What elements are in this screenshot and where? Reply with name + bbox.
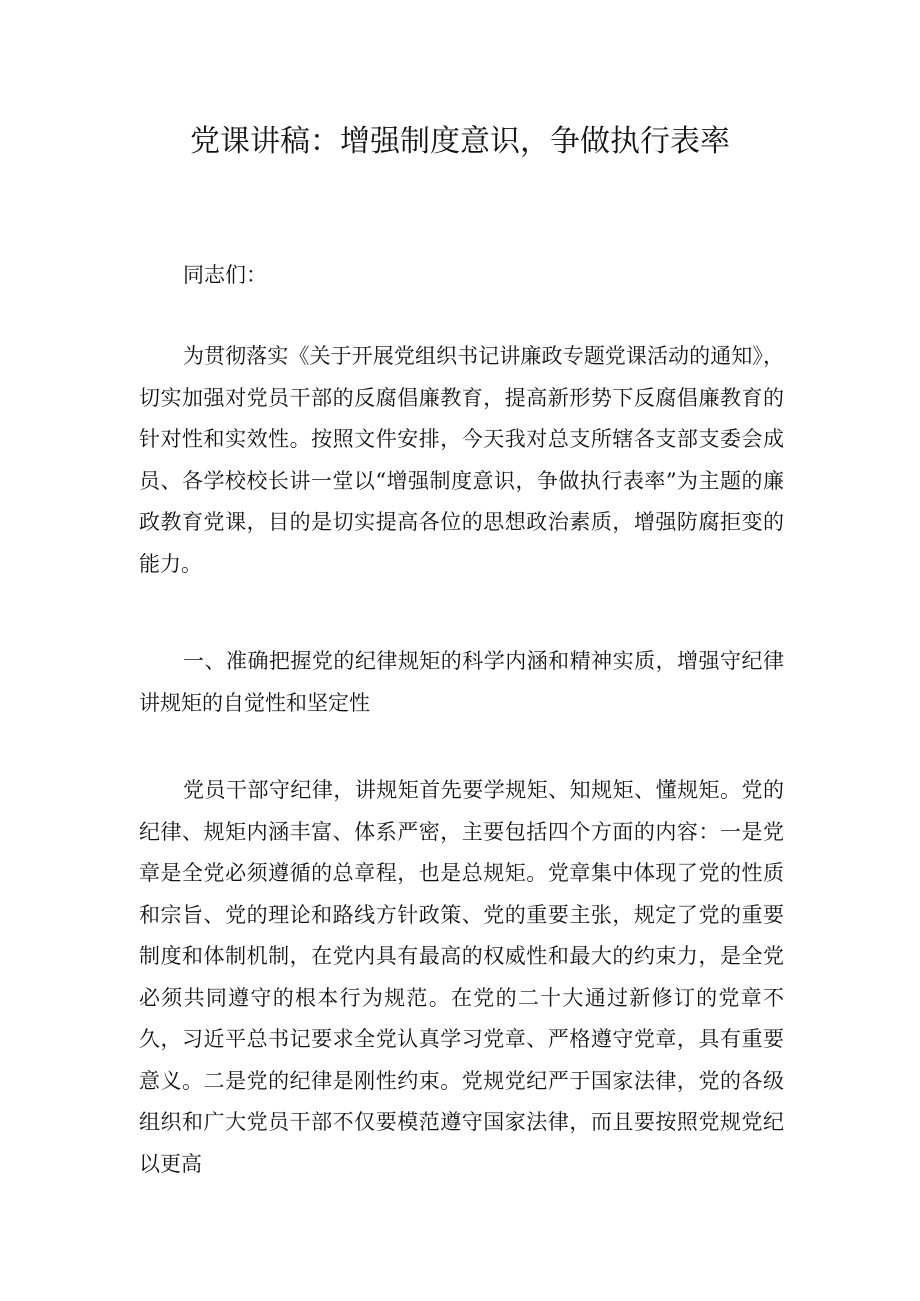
document-title: 党课讲稿：增强制度意识，争做执行表率 <box>190 124 730 159</box>
paragraph-section-1: 党员干部守纪律，讲规矩首先要学规矩、知规矩、懂规矩。党的纪律、规矩内涵丰富、体系严密，主要包括四个方面的内容：一是党章是全党必须遵循的总章程，也是总规矩。党章集中体现了党的性质和宗旨、党的理论和路线方针政策、党的重要主张，规定了党的重要制度和体制机制，在党内具有最高的权威性和最大的约束力，是全党必须共同遵守的根本行为规范。在党的二十大通过新修订的党章不久，习近平总书记要求全党认真学习党章、严格遵守党章，具有重要意义。二是党的纪律是刚性约束。党规党纪严于国家法律，党的各级组织和广大党员干部不仅要模范遵守国家法律，而且要按照党规党纪以更高 <box>139 778 784 1176</box>
paragraph-intro: 为贯彻落实《关于开展党组织书记讲廉政专题党课活动的通知》，切实加强对党员干部的反腐倡廉教育，提高新形势下反腐倡廉教育的针对性和实效性。按照文件安排，今天我对总支所辖各支部支委会成员、各学校校长讲一堂以“增强制度意识，争做执行表率”为主题的廉政教育党课，目的是切实提高各位的思想政治素质，增强防腐拒变的能力。 <box>139 344 784 576</box>
section-heading-1: 一、准确把握党的纪律规矩的科学内涵和精神实质，增强守纪律讲规矩的自觉性和坚定性 <box>139 649 784 715</box>
greeting: 同志们： <box>183 263 267 287</box>
